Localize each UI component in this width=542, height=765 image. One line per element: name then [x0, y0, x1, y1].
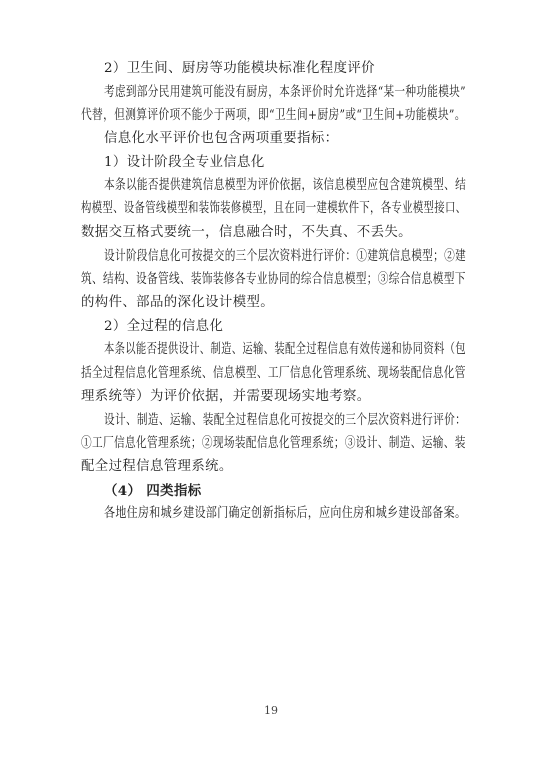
section-heading: （4） 四类指标	[104, 483, 202, 499]
paragraph-line: 的构件、部品的深化设计模型。	[81, 295, 275, 310]
paragraph-line: 设计、制造、运输、装配全过程信息化可按提交的三个层次资料进行评价：	[104, 413, 467, 428]
subsection-heading: 2）全过程的信息化	[104, 319, 224, 334]
subsection-heading: 2）卫生间、厨房等功能模块标准化程度评价	[104, 61, 375, 76]
paragraph-line: 本条以能否提供建筑信息模型为评价依据，该信息模型应包含建筑模型、结	[104, 178, 467, 193]
paragraph-line: 代替，但测算评价项不能少于两项，即“卫生间+厨房”或“卫生间+功能模块”。	[81, 108, 466, 123]
paragraph-line: 信息化水平评价也包含两项重要指标：	[104, 131, 339, 146]
paragraph-line: 构模型、设备管线模型和装饰装修模型，且在同一建模软件下，各专业模型接口、	[81, 201, 467, 216]
paragraph-line: 考虑到部分民用建筑可能没有厨房，本条评价时允许选择“某一种功能模块”	[104, 85, 466, 100]
paragraph-line: 筑、结构、设备管线、装饰装修各专业协同的综合信息模型；③综合信息模型下	[81, 272, 466, 287]
page-number: 19	[264, 704, 278, 717]
paragraph-line: ①工厂信息化管理系统；②现场装配信息化管理系统；③设计、制造、运输、装	[81, 436, 466, 451]
paragraph-line: 配全过程信息管理系统。	[81, 459, 233, 474]
paragraph-line: 数据交互格式要统一，信息融合时，不失真、不丢失。	[81, 225, 412, 240]
subsection-heading: 1）设计阶段全专业信息化	[104, 155, 265, 170]
paragraph-line: 理系统等）为评价依据，并需要现场实地考察。	[81, 389, 371, 404]
paragraph-line: 本条以能否提供设计、制造、运输、装配全过程信息有效传递和协同资料（包	[104, 342, 466, 357]
paragraph-line: 括全过程信息化管理系统、信息模型、工厂信息化管理系统、现场装配信息化管	[81, 366, 466, 381]
paragraph-line: 各地住房和城乡建设部门确定创新指标后，应向住房和城乡建设部备案。	[104, 506, 467, 521]
paragraph-line: 设计阶段信息化可按提交的三个层次资料进行评价：①建筑信息模型；②建	[104, 249, 467, 264]
